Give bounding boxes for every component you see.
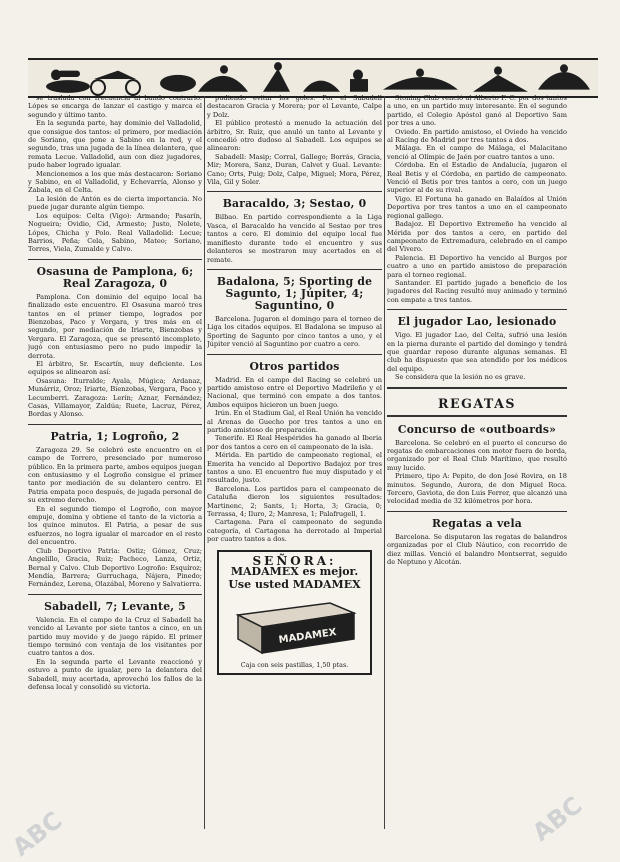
article-paragraph: Sabadell: Masip; Corral, Gallego; Borrás, Gracia, Mir; Morera, Sanz, Duran, Calvet y Gual. Levante: Cano; Orts, Puig; Dolz, Calpe, Miguel; Mora, Pérez, Vila, Gil y Soler.	[207, 152, 382, 187]
article-paragraph: Cartagena. Para el campeonato de segunda categoría, el Cartagena ha derrotado al Imperial por cuatro tantos a dos.	[207, 518, 382, 544]
abc-watermark: ABC	[7, 806, 68, 862]
divider	[207, 354, 382, 355]
article-paragraph: Pamplona. Con dominio del equipo local ha finalizado este encuentro. El Osasuna marcó tres tantos en el primer tiempo, logrados por Bienzobas, Paco y Vergara, y tres más en el segundo, por mediación de Iriarte, Bienzobas y Vergara. El Zaragoza, que se presentó incompleto, jugó con entusiasmo pero no pudo impedir la derrota.	[28, 292, 202, 360]
divider	[207, 269, 382, 270]
article-paragraph: Oviedo. En partido amistoso, el Oviedo ha vencido al Racing de Madrid por tres tantos a dos.	[387, 127, 567, 145]
article-paragraph: Madrid. En el campo del Racing se celebró un partido amistoso entre el Deportivo Madrileño y el Nacional, que terminó con empate a dos tantos. Ambos equipos hicieron un buen juego.	[207, 375, 382, 409]
article-paragraph: Santander. El partido jugado a beneficio de los jugadores del Racing resultó muy animado y terminó con empate a tres tantos.	[387, 278, 567, 304]
divider	[28, 424, 202, 425]
article-paragraph: Los equipos: Celta (Vigo): Armando; Pasarín, Nogueira; Ovidio, Cid, Armesto; Justo, Nolete, Lópes, Chicha y Polo. Real Valladolid: Lecue; Barrios, Peña; Cela, Sabino, Mateo; Soriano, Torres, Viela, Zumalde y Calvo.	[28, 211, 202, 254]
article-paragraph: Osasuna: Iturralde; Ayala, Múgica; Ardanaz, Munárriz, Oroz; Iriarte, Bienzobas, Vergara, Paco y Lecumberri. Zaragoza: Lerín; Aznar, Fernández; Casas, Villamayor, Zaldúa; Ruete, Lacruz, Pérez, Bordas y Alonso.	[28, 376, 202, 419]
article-paragraph: La lesión de Antón es de cierta importancia. No puede jugar durante algún tiempo.	[28, 194, 202, 212]
section-title-regatas: REGATAS	[438, 395, 516, 411]
article-paragraph: En la segunda parte el Levante reaccionó y estuvo a punto de igualar, pero la delantera del Sabadell, muy acertada, aprovechó los fallos de la defensa local y consolidó su victoria.	[28, 657, 202, 691]
headline-baracaldo-sestao: Baracaldo, 3; Sestao, 0	[222, 197, 367, 211]
ad-product-name: MADAMEX	[277, 627, 337, 647]
article-paragraph: Tenerife. El Real Hespérides ha ganado al Iberia por dos tantos a cero en el campeonato de la isla.	[207, 434, 382, 451]
divider	[387, 511, 567, 512]
article-paragraph: El público protestó a menudo la actuación del árbitro, Sr. Ruiz, que anuló un tanto al Levante y concedió otro dudoso al Sabadell. Los equipos se alinearon:	[207, 119, 382, 153]
divider	[28, 594, 202, 595]
divider	[387, 387, 567, 390]
article-paragraph: Badajoz. El Deportivo Extremeño ha vencido al Mérida por dos tantos a cero, en partido del campeonato de Extremadura, celebrado en el campo del Vivero.	[387, 220, 567, 254]
divider	[28, 259, 202, 260]
article-paragraph: Mérida. En partido de campeonato regional, el Emerita ha vencido al Deportivo Badajoz por tres tantos a uno. El encuentro fue muy disputado y el resultado, justo.	[207, 451, 382, 485]
headline-concurso-outboards: Concurso de «outboards»	[397, 422, 557, 436]
headline-patria-logrono: Patria, 1; Logroño, 2	[50, 429, 180, 443]
article-paragraph: pudiendo evitar los goles. Por el Sabadell destacaron Gracia y Morera; por el Levante, Calpe y Dolz.	[207, 94, 382, 119]
headline-regatas-vela: Regatas a vela	[431, 516, 522, 530]
column-right	[387, 94, 567, 831]
product-box-illustration	[225, 595, 364, 657]
headline-otros-partidos: Otros partidos	[249, 359, 340, 373]
divider	[207, 191, 382, 192]
article-paragraph: Vigo. El Fortuna ha ganado en Balaídos al Unión Deportiva por tres tantos a uno en el campeonato regional gallego.	[387, 194, 567, 220]
article-paragraph: En el segundo tiempo el Logroño, con mayor empuje, domina y obtiene el tanto de la victoria a los quince minutos. El Patria, a pesar de sus esfuerzos, no logra igualar el marcador en el resto del encuentro.	[28, 504, 202, 547]
headline-badalona-sagunto: Badalona, 5; Sporting de Sagunto, 1; Júpiter, 4; Saguntino, 0	[216, 274, 373, 312]
divider	[387, 415, 567, 418]
article-paragraph: Bilbao. En partido correspondiente a la Liga Vasca, el Baracaldo ha vencido al Sestao por tres tantos a cero. El dominio del equipo local fue manifiesto durante todo el encuentro y sus delanteros se mostraron muy acertados en el remate.	[207, 213, 382, 264]
article-paragraph: Zaragoza 29. Se celebró este encuentro en el campo de Torrero, presenciado por numeroso público. En la primera parte, ambos equipos juegan con entusiasmo y el Logroño consigue el primer tanto por mediación de su delantero centro. El Patria empata poco después, de jugada personal de su extremo derecho.	[28, 445, 202, 505]
column-middle	[207, 94, 382, 831]
ad-slogan: MADAMEX es mejor.	[230, 565, 359, 579]
article-paragraph: Málaga. En el campo de Málaga, el Malacitano venció al Olímpic de Jaén por cuatro tantos a uno.	[387, 144, 567, 161]
article-paragraph: Barcelona. Se disputaron las regatas de balandros organizadas por el Club Náutico, con recorrido de diez millas. Venció el balandro Montserrat, seguido de Neptuno y Alcotán.	[387, 532, 567, 567]
ad-price: Caja con seis pastillas, 1,50 ptas.	[240, 661, 349, 670]
article-paragraph: El árbitro, Sr. Escartín, muy deficiente. Los equipos se alinearon así:	[28, 359, 202, 377]
abc-watermark: ABC	[527, 791, 588, 847]
column-divider	[204, 96, 205, 829]
ad-slogan-2: Use usted MADAMEX	[228, 578, 361, 592]
article-paragraph: Se considera que la lesión no es grave.	[395, 373, 526, 382]
soap-box-icon	[230, 595, 360, 657]
madamex-advertisement	[217, 550, 372, 676]
decorative-banner	[28, 58, 598, 98]
headline-osasuna-zaragoza: Osasuna de Pamplona, 6; Real Zaragoza, 0	[36, 264, 194, 290]
article-paragraph: Vigo. El jugador Lao, del Celta, sufrió una lesión en la pierna durante el partido del domingo y tendrá que guardar reposo durante algunas semanas. El club ha dispuesto que sea atendido por los médicos del equipo.	[387, 331, 567, 373]
headline-sabadell-levante: Sabadell, 7; Levante, 5	[44, 599, 186, 613]
article-paragraph: Irún. En el Stadium Gal, el Real Unión ha vencido al Arenas de Guecho por tres tantos a uno en partido amistoso de preparación.	[207, 409, 382, 434]
article-paragraph: Club Deportivo Patria: Ostiz; Gómez, Cruz; Angelillo, Gracia, Ruiz; Pacheco, Lanza, Ortiz, Bernal y Calvo. Club Deportivo Logroño: Esquíroz; Mendía, Barrera; Gurruchaga, Nájera, Pinedo; Fernández, Lerena, Olazábal, Moreno y Salvatierra.	[28, 546, 202, 589]
article-paragraph: Valencia. En el campo de la Cruz el Sabadell ha vencido al Levante por siete tantos a cinco, en un partido muy movido y de juego rápido. El primer tiempo terminó con ventaja de los visitantes por cuatro tantos a dos.	[28, 615, 202, 658]
column-divider	[384, 96, 385, 829]
article-paragraph: se traslada con frecuencia al bando contrario. Lópes se encarga de lanzar el castigo y marca el segundo y último tanto.	[28, 94, 202, 119]
article-paragraph: Primero, tipo A: Pepito, de don José Rovira, en 18 minutos. Segundo, Aurora, de don Miguel Roca. Tercero, Gaviota, de don Luis Ferrer, que alcanzó una velocidad media de 32 kilómetros por hora.	[387, 472, 567, 506]
ad-title: SEÑORA:	[252, 553, 337, 568]
article-paragraph: Barcelona. Los partidos para el campeonato de Cataluña dieron los siguientes resultados: Martinenc, 2; Sants, 1; Horta, 3; Gracia, 0; Terrassa, 4; Iluro, 2; Manresa, 1; Palafrugell, 1.	[207, 484, 382, 519]
headline-lao-lesionado: El jugador Lao, lesionado	[397, 315, 557, 329]
article-paragraph: Palencia. El Deportivo ha vencido al Burgos por cuatro a uno en partido amistoso de preparación para el torneo regional.	[387, 253, 567, 279]
article-paragraph: Barcelona. Se celebró en el puerto el concurso de regatas de embarcaciones con motor fuera de borda, organizado por el Real Club Marítimo, que resultó muy lucido.	[387, 438, 567, 472]
article-paragraph: Barcelona. Jugaron el domingo para el torneo de Liga los citados equipos. El Badalona se impuso al Sporting de Sagunto por cinco tantos a uno, y el Júpiter venció al Saguntino por cuatro a cero.	[207, 314, 382, 349]
article-paragraph: En la segunda parte, hay dominio del Valladolid, que consigue dos tantos: el primero, por mediación de Soriano, que pone a Sabino en la red, y el segundo, tras una jugada de la línea delantera, que remata Lecue. Valladolid, aun con diez jugadores, pudo haber logrado igualar.	[28, 119, 202, 170]
article-paragraph: Stoning Club venció al Alberto F. C. por dos tantos a uno, en un partido muy interesante. En el segundo partido, el Colegio Apóstol ganó al Deportivo Sam por tres a uno.	[387, 94, 567, 128]
article-paragraph: Mencionemos a los que más destacaron: Soriano y Sabino, en el Valladolid, y Echevarría, Alonso y Zabala, en el Celta.	[28, 169, 202, 195]
column-left	[28, 94, 202, 831]
sports-frieze-illustration	[28, 60, 598, 96]
divider	[387, 309, 567, 310]
article-paragraph: Córdoba. En el Estadio de Andalucía, jugaron el Real Betis y el Córdoba, en partido de campeonato. Venció el Betis por tres tantos a cero, con un juego superior al de su rival.	[387, 161, 567, 195]
